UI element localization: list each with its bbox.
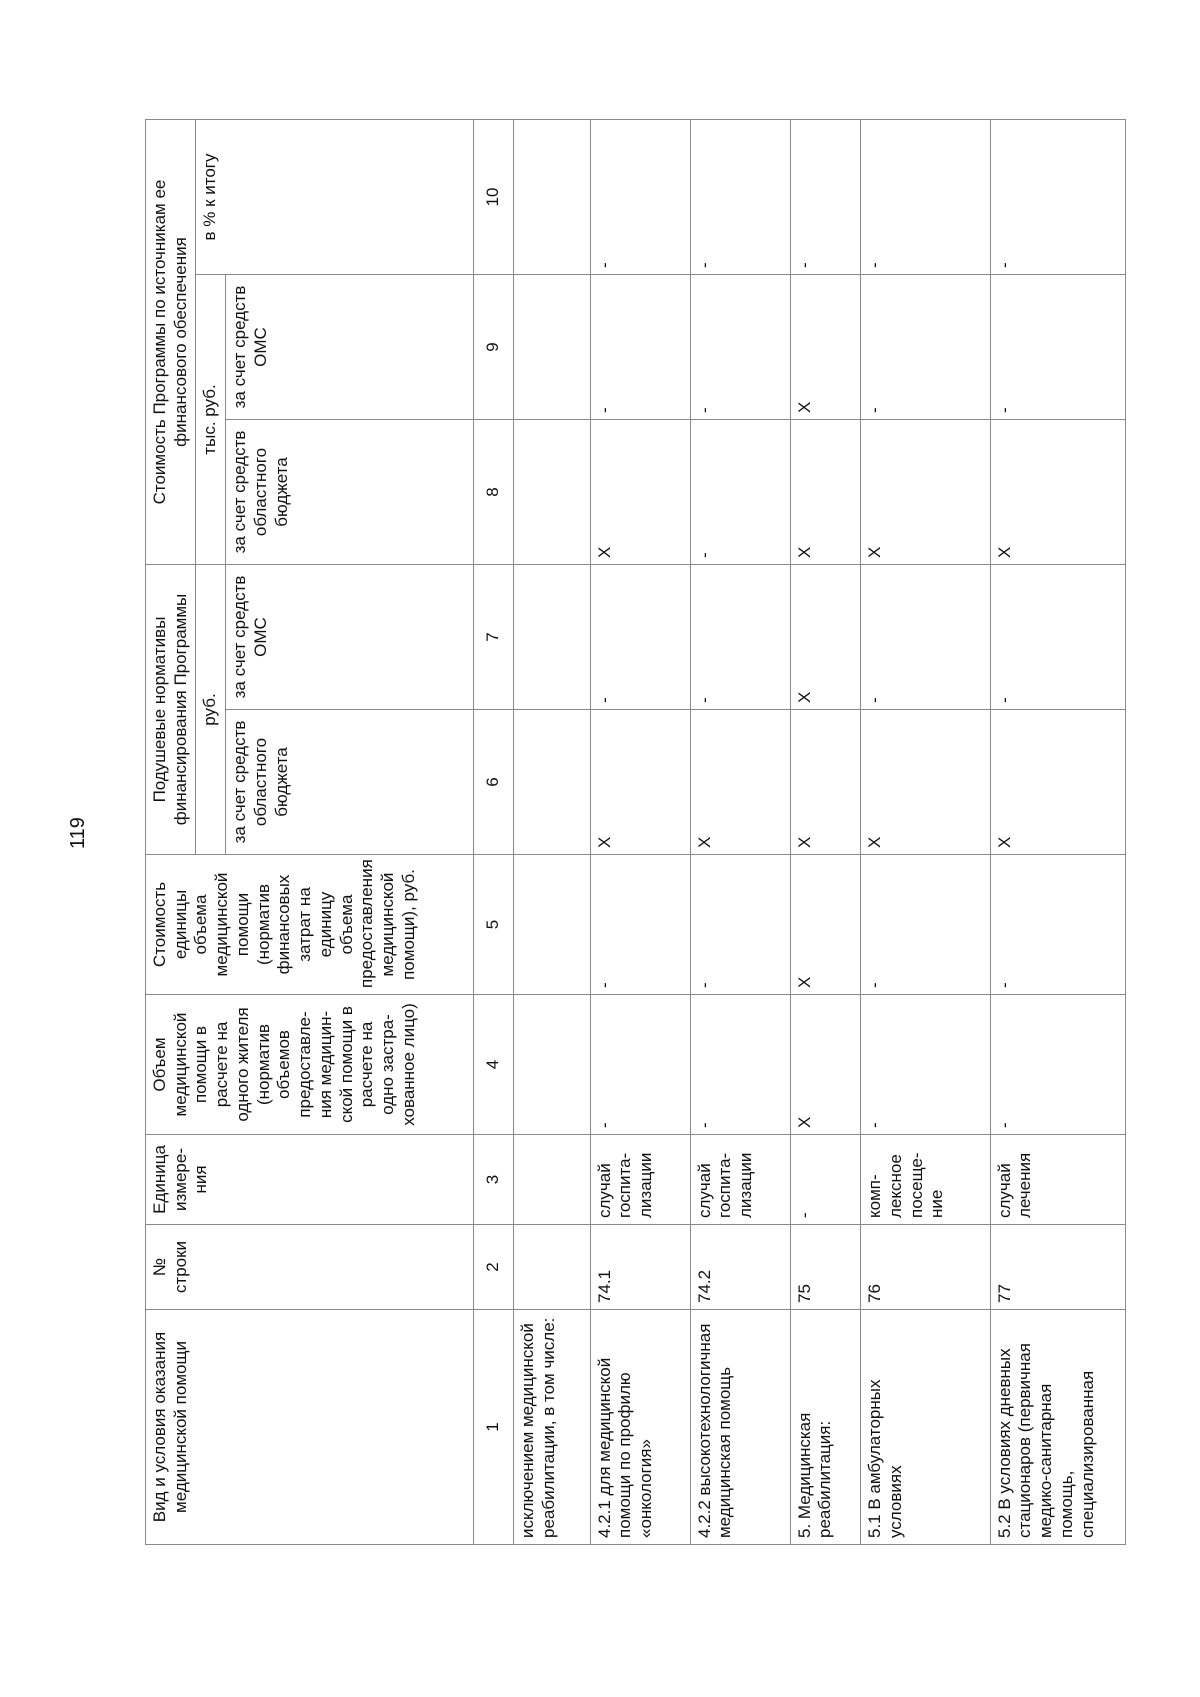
header-program-cost-group: Стоимость Программы по источникам ее финансового обеспечения xyxy=(146,119,196,564)
row-unit-cost: - xyxy=(990,855,1125,995)
header-type-conditions: Вид и условия оказания медицинской помощи xyxy=(146,1310,474,1545)
row-per-capita-oms: - xyxy=(690,565,790,710)
row-cost-regional: X xyxy=(590,420,690,565)
column-number: 5 xyxy=(474,855,514,995)
row-volume xyxy=(514,995,590,1135)
header-percent-total: в % к итогу xyxy=(196,119,474,274)
row-per-capita-regional xyxy=(514,710,590,855)
column-number: 2 xyxy=(474,1225,514,1310)
row-per-capita-regional: X xyxy=(590,710,690,855)
row-line: 75 xyxy=(790,1225,861,1310)
table-row xyxy=(790,119,861,1544)
table-row xyxy=(861,119,990,1544)
header-unit: Единица измере-ния xyxy=(146,1135,474,1225)
row-unit-cost: - xyxy=(590,855,690,995)
row-cost-oms xyxy=(514,275,590,420)
row-name: 5.2 В условиях дневных стационаров (первичная медико-санитарная помощь, специализированная xyxy=(990,1310,1125,1545)
column-number-row xyxy=(474,119,514,1544)
row-unit: случай госпита-лизации xyxy=(590,1135,690,1225)
row-percent xyxy=(514,119,590,274)
row-per-capita-oms xyxy=(514,565,590,710)
row-line: 74.1 xyxy=(590,1225,690,1310)
row-cost-oms: X xyxy=(790,275,861,420)
header-line-number: № строки xyxy=(146,1225,474,1310)
column-number: 7 xyxy=(474,565,514,710)
row-percent: - xyxy=(990,119,1125,274)
row-volume: - xyxy=(990,995,1125,1135)
header-unit-cost: Стоимость единицы объема медицинской помощи (норматив финансовых затрат на единицу объема предоставления медицинской помощи), руб. xyxy=(146,855,474,995)
row-cost-oms: - xyxy=(590,275,690,420)
row-line: 76 xyxy=(861,1225,990,1310)
header-per-capita-group: Подушевые нормативы финансирования Программы xyxy=(146,565,196,855)
row-percent: - xyxy=(590,119,690,274)
row-percent: - xyxy=(790,119,861,274)
row-unit-cost: X xyxy=(790,855,861,995)
row-volume: X xyxy=(790,995,861,1135)
header-per-capita-oms: за счет средств ОМС xyxy=(226,565,474,710)
header-cost-regional-budget: за счет средств областного бюджета xyxy=(226,420,474,565)
row-cost-oms: - xyxy=(990,275,1125,420)
row-cost-regional xyxy=(514,420,590,565)
table-row xyxy=(590,119,690,1544)
row-cost-regional: X xyxy=(990,420,1125,565)
table-row xyxy=(990,119,1125,1544)
row-line: 77 xyxy=(990,1225,1125,1310)
row-volume: - xyxy=(590,995,690,1135)
row-unit: случай госпита-лизации xyxy=(690,1135,790,1225)
header-unit-thousand-rub: тыс. руб. xyxy=(196,275,226,565)
table-row xyxy=(514,119,590,1544)
row-cost-regional: - xyxy=(690,420,790,565)
header-volume: Объем медицинской помощи в расчете на одного жителя (норматив объемов предоставле-ния медицин-ской помощи в расчете на одно застра-хованное лицо) xyxy=(146,995,474,1135)
row-line xyxy=(514,1225,590,1310)
row-volume: - xyxy=(861,995,990,1135)
row-unit-cost: - xyxy=(861,855,990,995)
column-number: 9 xyxy=(474,275,514,420)
row-per-capita-regional: X xyxy=(690,710,790,855)
column-number: 10 xyxy=(474,119,514,274)
row-name: 5. Медицинская реабилитация: xyxy=(790,1310,861,1545)
row-per-capita-oms: X xyxy=(790,565,861,710)
column-number: 6 xyxy=(474,710,514,855)
row-name: 4.2.1 для медицинской помощи по профилю «онкология» xyxy=(590,1310,690,1545)
header-unit-rub: руб. xyxy=(196,565,226,855)
row-per-capita-oms: - xyxy=(990,565,1125,710)
column-number: 1 xyxy=(474,1310,514,1545)
row-name: исключением медицинской реабилитации, в том числе: xyxy=(514,1310,590,1545)
row-cost-oms: - xyxy=(861,275,990,420)
row-per-capita-regional: X xyxy=(990,710,1125,855)
row-percent: - xyxy=(690,119,790,274)
row-unit xyxy=(514,1135,590,1225)
rotated-table-container xyxy=(145,120,1126,1545)
row-cost-regional: X xyxy=(861,420,990,565)
row-line: 74.2 xyxy=(690,1225,790,1310)
row-per-capita-regional: X xyxy=(790,710,861,855)
column-number: 8 xyxy=(474,420,514,565)
row-volume: - xyxy=(690,995,790,1135)
row-per-capita-oms: - xyxy=(861,565,990,710)
program-cost-table xyxy=(145,119,1126,1545)
row-cost-oms: - xyxy=(690,275,790,420)
row-unit-cost: - xyxy=(690,855,790,995)
row-percent: - xyxy=(861,119,990,274)
row-unit-cost xyxy=(514,855,590,995)
row-unit: комп-лексное посеще-ние xyxy=(861,1135,990,1225)
header-cost-oms: за счет средств ОМС xyxy=(226,275,474,420)
row-per-capita-oms: - xyxy=(590,565,690,710)
table-row xyxy=(690,119,790,1544)
row-unit: случай лечения xyxy=(990,1135,1125,1225)
row-per-capita-regional: X xyxy=(861,710,990,855)
row-cost-regional: X xyxy=(790,420,861,565)
row-name: 5.1 В амбулаторных условиях xyxy=(861,1310,990,1545)
column-number: 3 xyxy=(474,1135,514,1225)
row-unit: - xyxy=(790,1135,861,1225)
page-number: 119 xyxy=(67,817,89,849)
column-number: 4 xyxy=(474,995,514,1135)
header-per-capita-regional-budget: за счет средств областного бюджета xyxy=(226,710,474,855)
row-name: 4.2.2 высокотехнологичная медицинская помощь xyxy=(690,1310,790,1545)
